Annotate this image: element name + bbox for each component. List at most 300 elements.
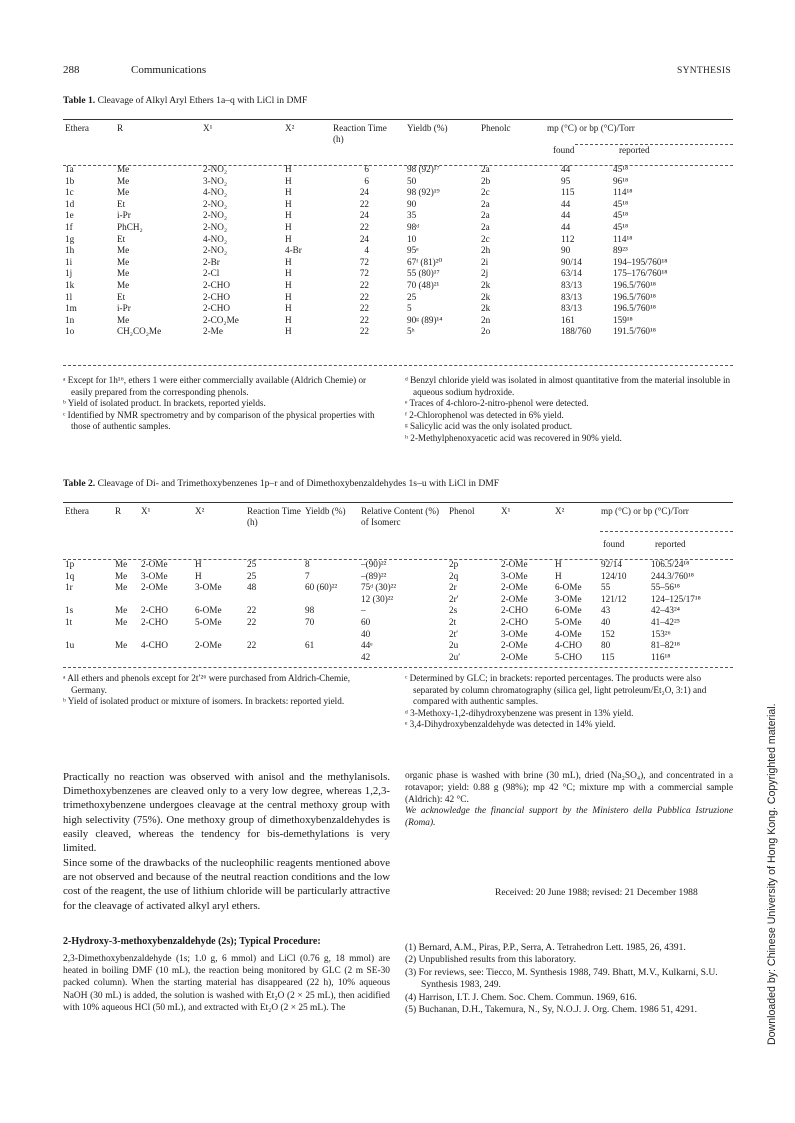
cell-x1: 2-CHO xyxy=(203,303,231,314)
cell-x2: H xyxy=(285,187,292,198)
cell-px2: H xyxy=(555,570,562,581)
t1-header-yield: Yieldb (%) xyxy=(407,123,448,133)
table1-footnotes-left xyxy=(63,375,388,433)
cell-found: 152 xyxy=(601,628,615,639)
cell-r: i-Pr xyxy=(117,210,131,221)
cell-x1: 2-OMe xyxy=(141,582,168,593)
cell-found: 95 xyxy=(561,175,571,186)
cell-time: 22 xyxy=(359,291,369,302)
t2-header-yield: Yieldb (%) xyxy=(305,506,346,516)
cell-r xyxy=(113,629,139,641)
cell-ether: 1o xyxy=(65,326,75,337)
cell-x1: 4-NO₂ xyxy=(203,233,228,244)
cell-r: CH₂CO₂Me xyxy=(117,326,162,337)
cell-time: 25 xyxy=(247,559,257,569)
cell-phenol: 2r xyxy=(449,582,457,593)
table-row xyxy=(63,268,733,280)
cell-x2 xyxy=(193,652,245,664)
cell-time: 22 xyxy=(359,221,369,232)
cell-found: 92/14 xyxy=(601,559,622,569)
cell-time: 22 xyxy=(359,279,369,290)
cell-yield: 55 (80)¹⁷ xyxy=(407,268,440,279)
cell-x1 xyxy=(139,652,193,664)
cell-reported: 41–42²⁵ xyxy=(651,616,680,627)
cell-relative: 12 (30)²² xyxy=(361,593,394,604)
cell-time: 72 xyxy=(359,268,369,279)
journal-name: SYNTHESIS xyxy=(677,66,731,76)
table1-caption xyxy=(63,95,307,106)
cell-r: PhCH₂ xyxy=(117,221,143,232)
cell-yield: 61 xyxy=(305,640,315,651)
cell-ether: 1j xyxy=(65,268,73,279)
cell-x2: H xyxy=(285,326,292,337)
acknowledgement: We acknowledge the financial support by the Ministero della Pubblica Istruzione (Roma). xyxy=(405,806,733,829)
cell-reported: 244.3/760¹⁸ xyxy=(651,570,694,581)
cell-r: Me xyxy=(117,245,130,256)
table-row xyxy=(63,594,733,606)
table-row xyxy=(63,605,733,617)
section-title: Communications xyxy=(131,64,207,76)
cell-x1: 4-NO₂ xyxy=(203,187,228,198)
cell-phenol: 2i xyxy=(481,256,489,267)
table2 xyxy=(63,503,733,663)
cell-yield xyxy=(303,594,359,606)
cell-yield: 8 xyxy=(305,559,310,569)
cell-yield: 98 (92)¹⁷ xyxy=(407,164,440,174)
cell-phenol: 2s xyxy=(449,605,458,616)
cell-reported: 114¹⁸ xyxy=(613,187,633,198)
cell-x2: H xyxy=(285,198,292,209)
cell-x1: 2-CHO xyxy=(203,291,231,302)
cell-yield: 25 xyxy=(407,291,417,302)
cell-time: 24 xyxy=(359,233,369,244)
cell-time: 25 xyxy=(247,570,257,581)
cell-x1: 2-Br xyxy=(203,256,220,267)
cell-phenol: 2a xyxy=(481,198,490,209)
cell-x2: H xyxy=(285,256,292,267)
cell-ether: 1p xyxy=(65,559,75,569)
cell-reported: 175–176/760¹⁸ xyxy=(613,268,668,279)
cell-r: Me xyxy=(115,616,128,627)
cell-ether: 1c xyxy=(65,187,74,198)
table-row xyxy=(63,199,733,211)
cell-x1: 3-OMe xyxy=(141,570,168,581)
cell-time: 22 xyxy=(359,314,369,325)
cell-phenol: 2n xyxy=(481,314,491,325)
table-row xyxy=(63,164,733,176)
cell-x2: H xyxy=(285,221,292,232)
t1-header-mp-label: mp (°C) or bp (°C)/Torr xyxy=(547,123,635,133)
cell-ether: 1h xyxy=(65,245,75,256)
cell-r: Me xyxy=(117,268,130,279)
paragraph-results: Practically no reaction was observed with anisol and the methylanisols. Dimethoxybenzenes are cleaved only to a very low degree, whereas 1,2,3-trimethoxybenzene undergoes cleavage at the central methoxy group with high selectivity (75%). One methoxy group of dimethoxybenzaldehydes is easily cleaved, whereas the tendency for bis-demethylations is very limited. xyxy=(63,771,390,855)
cell-time xyxy=(245,652,303,664)
cell-x1: 2-CHO xyxy=(141,605,169,616)
cell-px1: 2-OMe xyxy=(501,582,528,593)
cell-r: Me xyxy=(117,314,130,325)
t2-header-r: R xyxy=(115,506,122,516)
cell-phenol: 2q xyxy=(449,570,459,581)
t1-header-ether: Ethera xyxy=(65,123,89,133)
table1-footnotes-right xyxy=(405,375,733,444)
cell-reported: 114¹⁸ xyxy=(613,233,633,244)
cell-x1: 2-CHO xyxy=(141,616,169,627)
table-row xyxy=(63,629,733,641)
table-row xyxy=(63,187,733,199)
cell-px1: 3-OMe xyxy=(501,570,528,581)
t2-footnote-e: ᵉ 3,4-Dihydroxybenzaldehyde was detected in 14% yield. xyxy=(405,719,616,729)
cell-x2: 4-Br xyxy=(285,245,302,256)
cell-x1: 2-NO₂ xyxy=(203,164,228,174)
table1-caption-text: Cleavage of Alkyl Aryl Ethers 1a–q with LiCl in DMF xyxy=(97,95,308,106)
table-row xyxy=(63,559,733,571)
cell-ether: 1g xyxy=(65,233,75,244)
cell-time: 22 xyxy=(247,616,257,627)
t1-header-phenol: Phenolc xyxy=(481,123,511,133)
cell-r: Me xyxy=(117,175,130,186)
t2-footnote-a: ᵃ All ethers and phenols except for 2t′²⁶ were purchased from Aldrich-Chemie, Germany. xyxy=(63,673,351,695)
cell-yield: 95ᵉ xyxy=(407,245,419,256)
cell-yield xyxy=(303,629,359,641)
t2-header-found: found xyxy=(603,539,625,549)
cell-yield: 98 xyxy=(305,605,315,616)
cell-yield: 5 xyxy=(407,303,412,314)
cell-found: 83/13 xyxy=(561,291,582,302)
t1-footnote-f: ᶠ 2-Chlorophenol was detected in 6% yield. xyxy=(405,409,564,420)
cell-reported: 81–82¹⁸ xyxy=(651,640,680,651)
cell-ether: 1i xyxy=(65,256,73,267)
cell-time xyxy=(245,629,303,641)
cell-reported: 191.5/760¹⁸ xyxy=(613,326,656,337)
download-watermark: Downloaded by: Chinese University of Hong Kong. Copyrighted material. xyxy=(766,703,778,1045)
cell-x1 xyxy=(139,629,193,641)
table-row xyxy=(63,222,733,234)
table-row xyxy=(63,245,733,257)
cell-ether: 1n xyxy=(65,314,75,325)
t2-header-mp-label: mp (°C) or bp (°C)/Torr xyxy=(601,506,689,516)
cell-ether: 1e xyxy=(65,210,74,221)
cell-reported: 89²³ xyxy=(613,245,628,256)
t2-footnote-b: ᵇ Yield of isolated product or mixture of isomers. In brackets: reported yield. xyxy=(63,696,345,706)
cell-x1: 2-NO₂ xyxy=(203,221,228,232)
cell-time: 22 xyxy=(359,198,369,209)
table-row xyxy=(63,571,733,583)
cell-ether: 1b xyxy=(65,175,75,186)
cell-phenol: 2o xyxy=(481,326,491,337)
cell-ether: 1l xyxy=(65,291,73,302)
cell-relative: 75ᵈ (30)²² xyxy=(361,582,397,593)
cell-px1: 2-OMe xyxy=(501,559,528,569)
cell-ether: 1u xyxy=(65,640,75,651)
cell-phenol: 2k xyxy=(481,279,491,290)
t1-header-found: found xyxy=(553,145,575,155)
table-row xyxy=(63,303,733,315)
cell-px2: 3-OMe xyxy=(555,593,582,604)
table-row xyxy=(63,257,733,269)
table2-caption-label: Table 2. xyxy=(63,478,96,489)
cell-x2: H xyxy=(285,233,292,244)
cell-relative: –(90)²² xyxy=(361,559,387,569)
cell-ether xyxy=(63,594,113,606)
cell-found: 44 xyxy=(561,221,571,232)
table-row xyxy=(63,326,733,338)
cell-phenol: 2u xyxy=(449,640,459,651)
cell-relative: – xyxy=(361,605,366,616)
cell-px2: 6-OMe xyxy=(555,582,582,593)
cell-found: 161 xyxy=(561,314,575,325)
t2-header-ether: Ethera xyxy=(65,506,89,516)
cell-reported: 45¹⁸ xyxy=(613,198,629,209)
cell-x1: 2-Cl xyxy=(203,268,220,279)
cell-phenol: 2h xyxy=(481,245,491,256)
cell-yield xyxy=(303,652,359,664)
cell-x1: 2-Me xyxy=(203,326,223,337)
cell-reported: 159¹⁸ xyxy=(613,314,633,325)
t1-footnote-g: ᵍ Salicylic acid was the only isolated product. xyxy=(405,421,573,431)
cell-found: 44 xyxy=(561,210,571,221)
cell-time: 72 xyxy=(359,256,369,267)
cell-phenol: 2t′ xyxy=(449,628,459,639)
reference-1: (1) Bernard, A.M., Piras, P.P., Serra, A. Tetrahedron Lett. 1985, 26, 4391. xyxy=(405,942,686,953)
t2-header-phenol: Phenol xyxy=(449,506,475,516)
cell-yield: 90 xyxy=(407,198,417,209)
t1-footnote-d: ᵈ Benzyl chloride yield was isolated in almost quantitative from the material insoluble in aqueous sodium hydroxide. xyxy=(405,375,731,397)
cell-time: 24 xyxy=(359,210,369,221)
table-row xyxy=(63,280,733,292)
cell-reported: 196.5/760¹⁸ xyxy=(613,279,656,290)
cell-found: 115 xyxy=(601,651,615,662)
cell-found: 63/14 xyxy=(561,268,582,279)
cell-r xyxy=(113,652,139,664)
procedure-title: 2-Hydroxy-3-methoxybenzaldehyde (2s); Typical Procedure: xyxy=(63,936,321,947)
cell-reported: 45¹⁸ xyxy=(613,210,629,221)
t2-header-x1: X¹ xyxy=(141,506,151,516)
cell-x2: H xyxy=(285,164,292,174)
cell-r: Me xyxy=(115,570,128,581)
cell-x2: 6-OMe xyxy=(195,605,222,616)
cell-r: Me xyxy=(117,187,130,198)
cell-time xyxy=(245,594,303,606)
table-row xyxy=(63,640,733,652)
cell-x2: H xyxy=(285,279,292,290)
cell-px2: 5-OMe xyxy=(555,616,582,627)
cell-time: 48 xyxy=(247,582,257,593)
cell-yield: 90ᵍ (89)¹⁴ xyxy=(407,314,443,325)
cell-reported: 194–195/760¹⁸ xyxy=(613,256,668,267)
cell-found: 83/13 xyxy=(561,279,582,290)
cell-phenol: 2j xyxy=(481,268,489,279)
table2-caption xyxy=(63,478,499,489)
cell-px1: 2-OMe xyxy=(501,651,528,662)
cell-px2: 4-CHO xyxy=(555,640,583,651)
cell-phenol: 2r′ xyxy=(449,593,459,604)
cell-x2: 5-OMe xyxy=(195,616,222,627)
cell-found: 115 xyxy=(561,187,575,198)
t1-header-r: R xyxy=(117,123,124,133)
cell-reported: 196.5/760¹⁸ xyxy=(613,291,656,302)
cell-r: Me xyxy=(117,279,130,290)
procedure-continued: organic phase is washed with brine (30 mL), dried (Na₂SO₄), and concentrated in a rotavapor; yield: 0.88 g (98%); mp 42 °C; mixture mp with a commercial sample (Aldrich): 42 °C. xyxy=(405,771,733,806)
cell-time: 22 xyxy=(359,303,369,314)
cell-reported: 196.5/760¹⁸ xyxy=(613,303,656,314)
cell-phenol: 2a xyxy=(481,221,490,232)
cell-ether: 1k xyxy=(65,279,75,290)
cell-time: 22 xyxy=(247,605,257,616)
cell-phenol: 2c xyxy=(481,187,490,198)
cell-x1: 3-NO₂ xyxy=(203,175,228,186)
cell-px2: 5-CHO xyxy=(555,651,583,662)
cell-ether xyxy=(63,629,113,641)
references xyxy=(405,942,733,1016)
cell-found: 80 xyxy=(601,640,611,651)
cell-phenol: 2p xyxy=(449,559,459,569)
table-row xyxy=(63,176,733,188)
cell-x2: H xyxy=(285,210,292,221)
cell-yield: 10 xyxy=(407,233,417,244)
cell-phenol: 2u′ xyxy=(449,651,461,662)
cell-yield: 98ᵈ xyxy=(407,221,420,232)
cell-px1: 2-CHO xyxy=(501,616,529,627)
cell-x2 xyxy=(193,629,245,641)
cell-relative: –(89)²² xyxy=(361,570,387,581)
cell-reported: 42–43²⁴ xyxy=(651,605,680,616)
cell-ether: 1m xyxy=(65,303,77,314)
reference-2: (2) Unpublished results from this laboratory. xyxy=(405,954,576,966)
cell-found: 44 xyxy=(561,198,571,209)
table-row xyxy=(63,210,733,222)
t2-footnote-c: ᶜ Determined by GLC; in brackets: reported percentages. The products were also separated by column chromatography (silica gel, light petroleum/Et₂O, 3:1) and compared with authentic samples. xyxy=(405,673,707,706)
cell-r: Me xyxy=(117,164,130,174)
t1-footnote-c: ᶜ Identified by NMR spectrometry and by comparison of the physical properties with those of authentic samples. xyxy=(63,409,375,431)
t2-header-px2: X² xyxy=(555,506,565,516)
cell-reported: 153²⁶ xyxy=(651,628,671,639)
cell-found: 112 xyxy=(561,233,575,244)
cell-x2: H xyxy=(285,314,292,325)
cell-found: 40 xyxy=(601,616,611,627)
cell-phenol: 2t xyxy=(449,616,457,627)
cell-x1: 2-NO₂ xyxy=(203,245,228,256)
cell-ether: 1f xyxy=(65,221,73,232)
cell-r: Et xyxy=(117,291,126,302)
table2-footnotes-left xyxy=(63,673,388,708)
t1-footnote-h: ʰ 2-Methylphenoxyacetic acid was recovered in 90% yield. xyxy=(405,432,622,443)
t2-header-relative: Relative Content (%) of Isomerc xyxy=(361,506,440,527)
cell-yield: 5ʰ xyxy=(407,326,415,337)
t1-header-x1: X¹ xyxy=(203,123,213,133)
received-date: Received: 20 June 1988; revised: 21 December 1988 xyxy=(495,887,698,898)
cell-yield: 35 xyxy=(407,210,417,221)
cell-reported: 106.5/24¹⁸ xyxy=(651,559,690,569)
cell-x1 xyxy=(139,594,193,606)
cell-px1: 2-CHO xyxy=(501,605,529,616)
cell-x1: 2-CO₂Me xyxy=(203,314,239,325)
cell-relative: 40 xyxy=(361,628,371,639)
cell-found: 44 xyxy=(561,164,571,174)
cell-reported: 124–125/17¹⁸ xyxy=(651,593,701,604)
cell-yield: 67ᶠ (81)²⁰ xyxy=(407,256,443,267)
cell-phenol: 2k xyxy=(481,291,491,302)
cell-ether xyxy=(63,652,113,664)
cell-reported: 45¹⁸ xyxy=(613,221,629,232)
cell-reported: 116¹⁸ xyxy=(651,651,671,662)
table-row xyxy=(63,617,733,629)
cell-found: 121/12 xyxy=(601,593,627,604)
cell-r: Et xyxy=(117,198,126,209)
table-row xyxy=(63,234,733,246)
t2-header-reported: reported xyxy=(655,539,686,549)
cell-r: Me xyxy=(115,640,128,651)
cell-px2: H xyxy=(555,559,562,569)
cell-found: 43 xyxy=(601,605,611,616)
cell-r xyxy=(113,594,139,606)
cell-relative: 44ᵉ xyxy=(361,640,373,651)
cell-found: 55 xyxy=(601,582,611,593)
cell-phenol: 2a xyxy=(481,210,490,221)
table1-caption-label: Table 1. xyxy=(63,95,96,106)
cell-ether: 1s xyxy=(65,605,74,616)
cell-ether: 1q xyxy=(65,570,75,581)
cell-phenol: 2k xyxy=(481,303,491,314)
cell-x2: H xyxy=(195,559,202,569)
table-row xyxy=(63,652,733,664)
cell-ether: 1t xyxy=(65,616,73,627)
cell-x2: H xyxy=(195,570,202,581)
cell-x1: 2-NO₂ xyxy=(203,210,228,221)
cell-x2: H xyxy=(285,175,292,186)
cell-x1: 4-CHO xyxy=(141,640,169,651)
cell-r: Me xyxy=(115,559,128,569)
cell-px2: 4-OMe xyxy=(555,628,582,639)
paragraph-conclusion: Since some of the drawbacks of the nucleophilic reagents mentioned above are not observed and because of the neutral reaction conditions and the low cost of the reagent, the use of lithium chloride will be particularly attractive for the cleavage of activated alkyl aryl ethers. xyxy=(63,857,390,912)
cell-px1: 3-OMe xyxy=(501,628,528,639)
procedure-text: 2,3-Dimethoxybenzaldehyde (1s; 1.0 g, 6 mmol) and LiCl (0.76 g, 18 mmol) are heated in boiling DMF (10 mL), the reaction being monitored by GLC (2 m SE-30 packed column). When the starting material has disappeared (22 h), 10% aqueous NaOH (30 mL) is added, the solution is washed with Et₂O (2 × 25 mL), then acidified with 10% aqueous HCl (50 mL), and extracted with Et₂O (2 × 25 mL). The xyxy=(63,954,390,1013)
cell-r: Me xyxy=(117,256,130,267)
table2-footnotes-right xyxy=(405,673,733,731)
cell-relative: 42 xyxy=(361,651,371,662)
t1-header-reported: reported xyxy=(619,145,650,155)
cell-time: 6 xyxy=(364,175,369,186)
table-row xyxy=(63,582,733,594)
t1-footnote-a: ᵃ Except for 1h¹⁶, ethers 1 were either commercially available (Aldrich Chemie) or easily prepared from the corresponding phenols. xyxy=(63,375,367,397)
cell-x2: H xyxy=(285,291,292,302)
cell-found: 90/14 xyxy=(561,256,582,267)
cell-time: 6 xyxy=(364,164,369,174)
cell-yield: 70 (48)²¹ xyxy=(407,279,440,290)
reference-3: (3) For reviews, see: Tiecco, M. Synthesis 1988, 749. Bhatt, M.V., Kulkarni, S.U. Synthesis 1983, 249. xyxy=(405,966,718,991)
cell-time: 22 xyxy=(247,640,257,651)
cell-reported: 55–56¹⁸ xyxy=(651,582,680,593)
cell-x2: 3-OMe xyxy=(195,582,222,593)
cell-found: 83/13 xyxy=(561,303,582,314)
cell-ether: 1a xyxy=(65,164,74,174)
table-row xyxy=(63,292,733,304)
t1-header-x2: X² xyxy=(285,123,295,133)
cell-ether: 1r xyxy=(65,582,73,593)
cell-yield: 7 xyxy=(305,570,310,581)
cell-px2: 6-OMe xyxy=(555,605,582,616)
cell-px1: 2-OMe xyxy=(501,640,528,651)
cell-r: Me xyxy=(115,605,128,616)
cell-x2 xyxy=(193,594,245,606)
cell-found: 90 xyxy=(561,245,571,256)
t2-header-px1: X¹ xyxy=(501,506,511,516)
t1-footnote-e: ᵉ Traces of 4-chloro-2-nitro-phenol were detected. xyxy=(405,398,589,408)
cell-yield: 98 (92)¹⁹ xyxy=(407,187,440,198)
cell-x2: 2-OMe xyxy=(195,640,222,651)
cell-x2: H xyxy=(285,268,292,279)
t2-header-x2: X² xyxy=(195,506,205,516)
t2-header-mp xyxy=(599,503,733,559)
